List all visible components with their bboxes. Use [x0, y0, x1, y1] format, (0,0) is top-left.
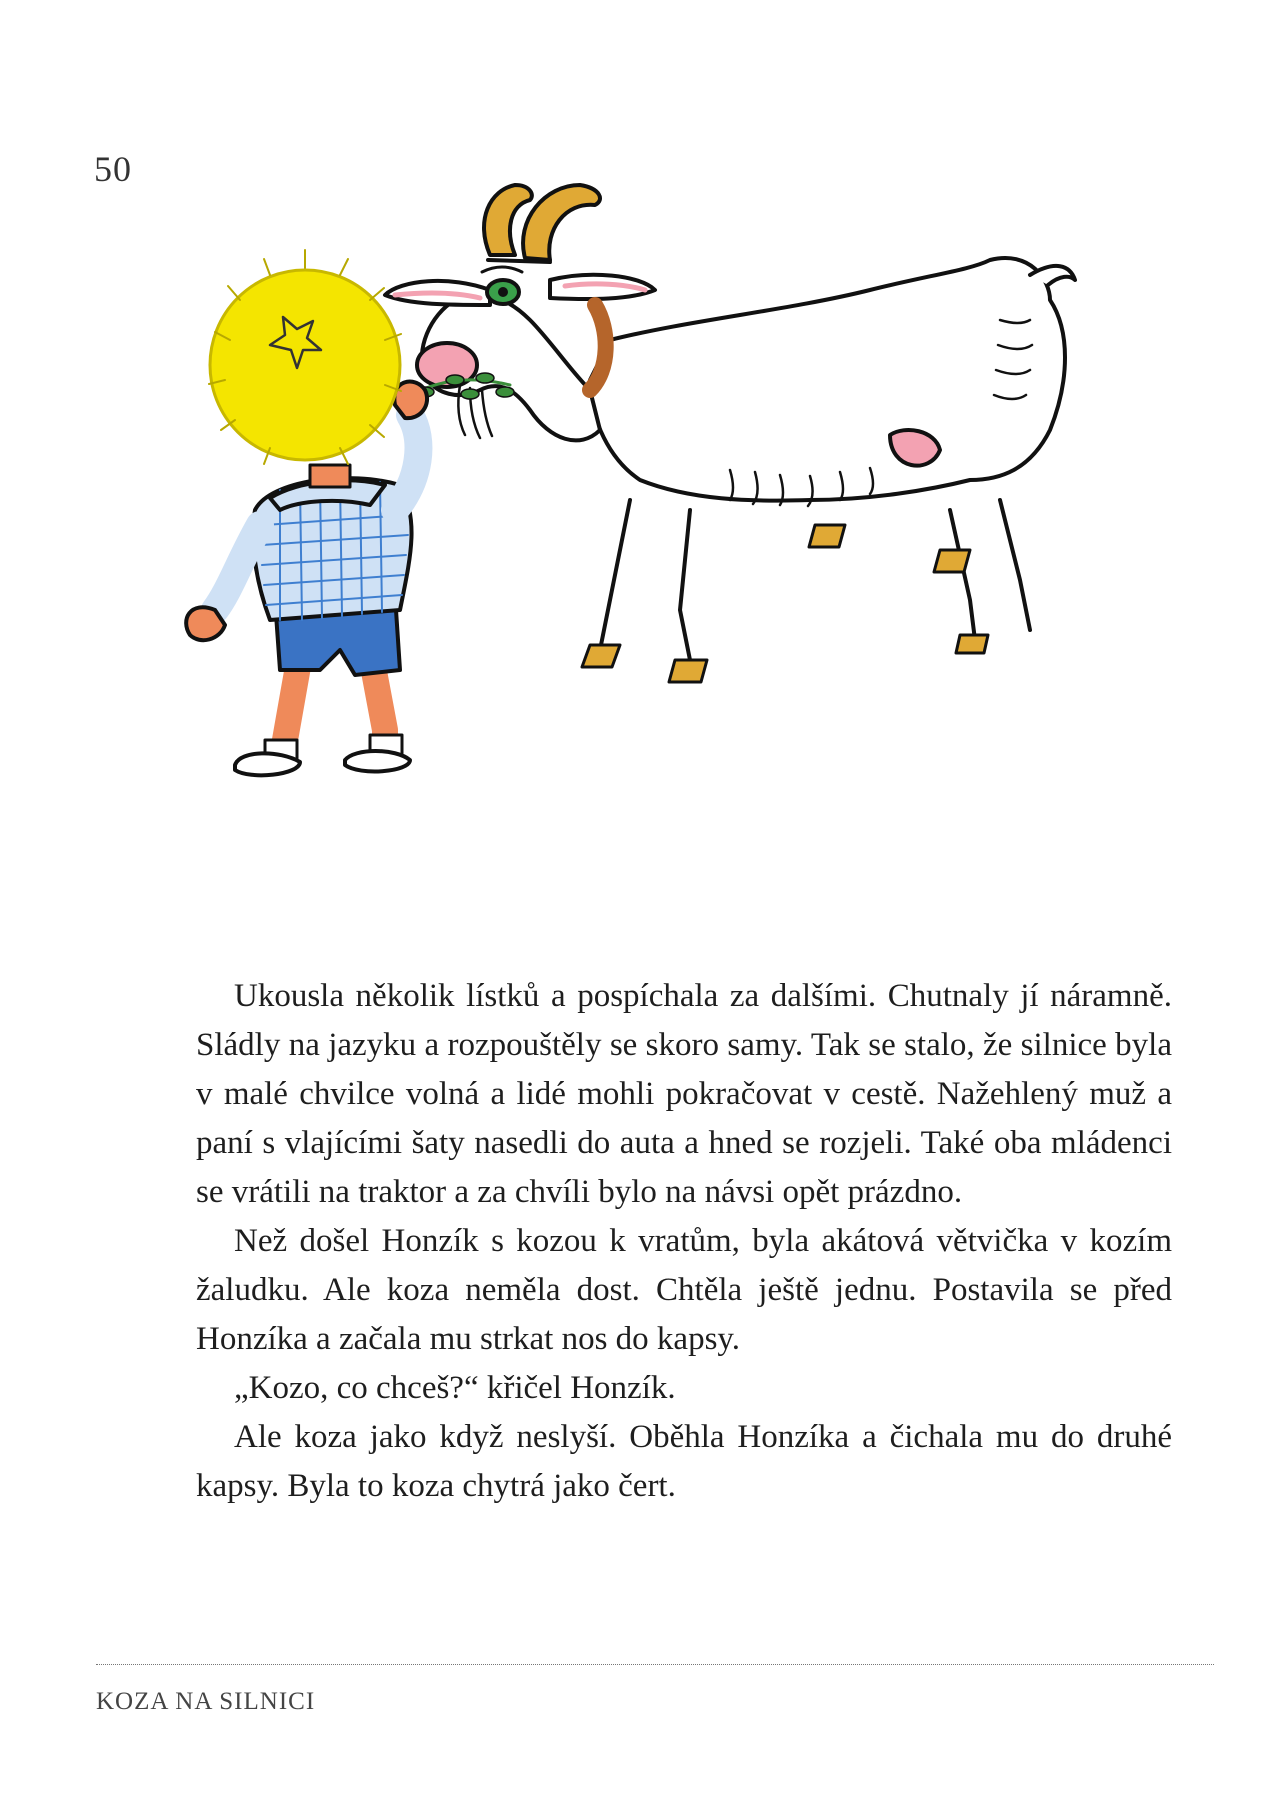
- footer-divider: [96, 1664, 1214, 1665]
- page-number: 50: [94, 149, 132, 189]
- boy-and-goat-illustration: [170, 180, 1210, 900]
- running-footer-title: KOZA NA SILNICI: [96, 1688, 316, 1715]
- paragraph: Ale koza jako když neslyší. Oběhla Honzíka a čichala mu do druhé kapsy. Byla to koza chytrá jako čert.: [196, 1419, 1172, 1504]
- boy-figure: [186, 250, 427, 775]
- goat-figure: [385, 185, 1075, 682]
- story-text: [196, 972, 1172, 1511]
- paragraph: „Kozo, co chceš?“ křičel Honzík.: [234, 1370, 676, 1406]
- paragraph: Než došel Honzík s kozou k vratům, byla akátová větvička v kozím žaludku. Ale koza neměla dost. Chtěla ještě jednu. Postavila se před Honzíka a začala mu strkat nos do kapsy.: [196, 1223, 1172, 1357]
- paragraph: Ukousla několik lístků a pospíchala za dalšími. Chutnaly jí náramně. Sládly na jazyku a rozpouštěly se skoro samy. Tak se stalo, že silnice byla v malé chvilce volná a lidé mohli pokračovat v cestě. Nažehlený muž a paní s vlajícími šaty nasedli do auta a hned se rozjeli. Také oba mládenci se vrátili na traktor a za chvíli bylo na návsi opět prázdno.: [196, 978, 1172, 1210]
